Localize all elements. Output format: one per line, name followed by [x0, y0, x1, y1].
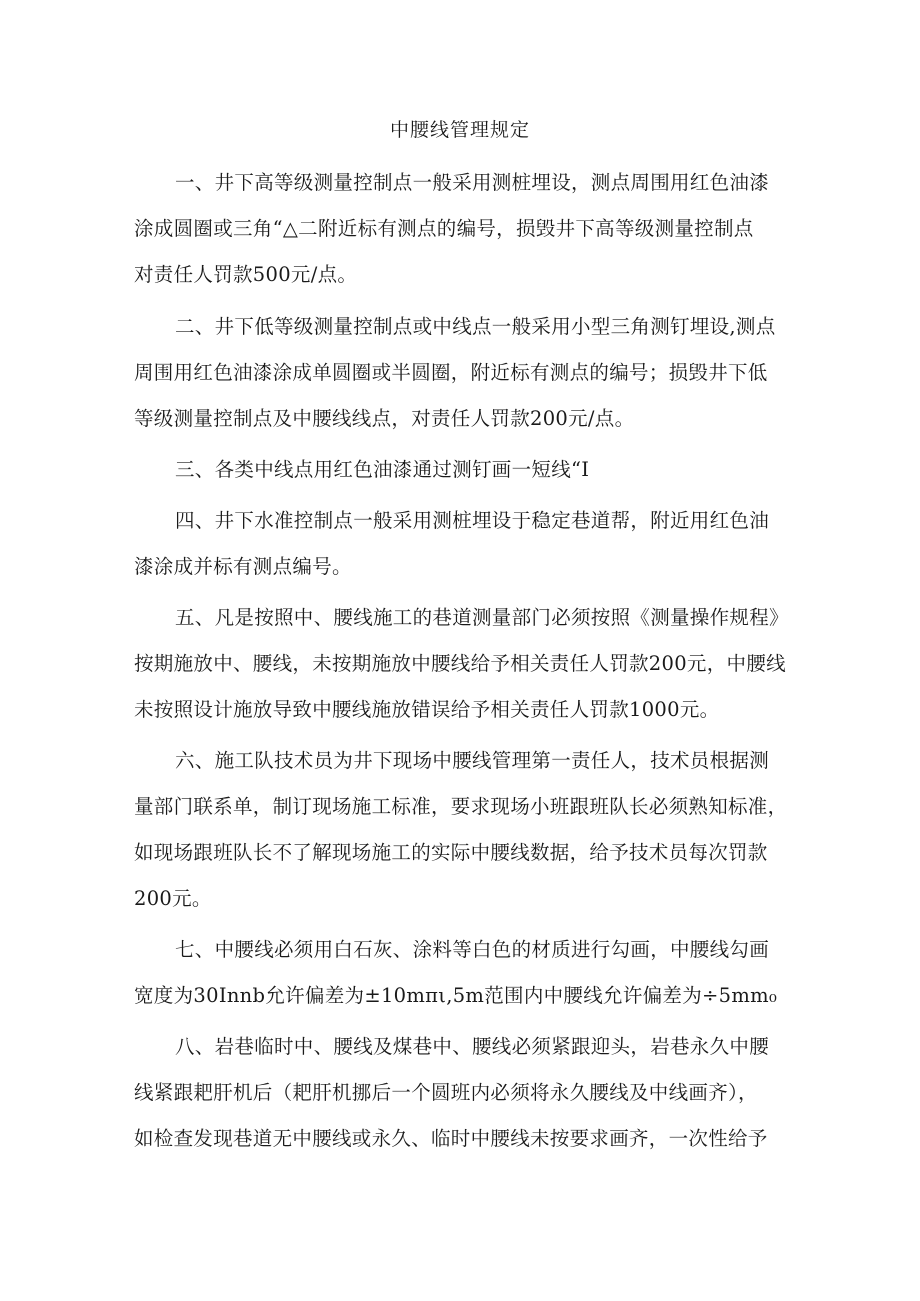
paragraph-7-line-1: 七、中腰线必须用白石灰、涂料等白色的材质进行勾画，中腰线勾画 [175, 938, 770, 961]
paragraph-2-line-3: 等级测量控制点及中腰线线点，对责任人罚款200元/点。 [134, 407, 635, 430]
paragraph-5-line-1: 五、凡是按照中、腰线施工的巷道测量部门必须按照《测量操作规程》 [175, 606, 789, 629]
paragraph-1-line-2: 涂成圆圈或三角“△二附近标有测点的编号，损毁井下高等级测量控制点 [134, 217, 754, 240]
paragraph-4-line-2: 漆涂成并标有测点编号。 [134, 555, 352, 578]
paragraph-6-line-2: 量部门联系单，制订现场施工标准，要求现场小班跟班队长必须熟知标准， [134, 795, 788, 818]
paragraph-1-line-1: 一、井下高等级测量控制点一般采用测桩埋设，测点周围用红色油漆 [175, 171, 770, 194]
paragraph-6-line-3: 如现场跟班队长不了解现场施工的实际中腰线数据，给予技术员每次罚款 [134, 841, 768, 864]
paragraph-7-line-2: 宽度为30Innb允许偏差为±10mπι,5m范围内中腰线允许偏差为÷5mm₀ [134, 984, 778, 1007]
paragraph-5-line-2: 按期施放中、腰线，未按期施放中腰线给予相关责任人罚款200元，中腰线 [134, 652, 786, 675]
paragraph-4-line-1: 四、井下水准控制点一般采用测桩埋设于稳定巷道帮，附近用红色油 [175, 509, 770, 532]
paragraph-8-line-2: 线紧跟耙肝机后（耙肝机挪后一个圆班内必须将永久腰线及中线画齐）， [134, 1081, 758, 1104]
paragraph-2-line-1: 二、井下低等级测量控制点或中线点一般采用小型三角测钉埋设,测点 [175, 315, 776, 338]
paragraph-6-line-4: 200元。 [134, 887, 212, 910]
paragraph-2-line-2: 周围用红色油漆涂成单圆圈或半圆圈，附近标有测点的编号；损毁井下低 [134, 361, 768, 384]
document-title: 中腰线管理规定 [389, 119, 530, 141]
paragraph-3-line-1: 三、各类中线点用红色油漆通过测钉画一短线“I [175, 458, 590, 481]
paragraph-8-line-3: 如检查发现巷道无中腰线或永久、临时中腰线未按要求画齐，一次性给予 [134, 1127, 768, 1150]
paragraph-8-line-1: 八、岩巷临时中、腰线及煤巷中、腰线必须紧跟迎头，岩巷永久中腰 [175, 1035, 770, 1058]
paragraph-1-line-3: 对责任人罚款500元/点。 [134, 263, 358, 286]
paragraph-6-line-1: 六、施工队技术员为井下现场中腰线管理第一责任人，技术员根据测 [175, 749, 770, 772]
paragraph-5-line-3: 未按照设计施放导致中腰线施放错误给予相关责任人罚款1000元。 [134, 698, 720, 721]
